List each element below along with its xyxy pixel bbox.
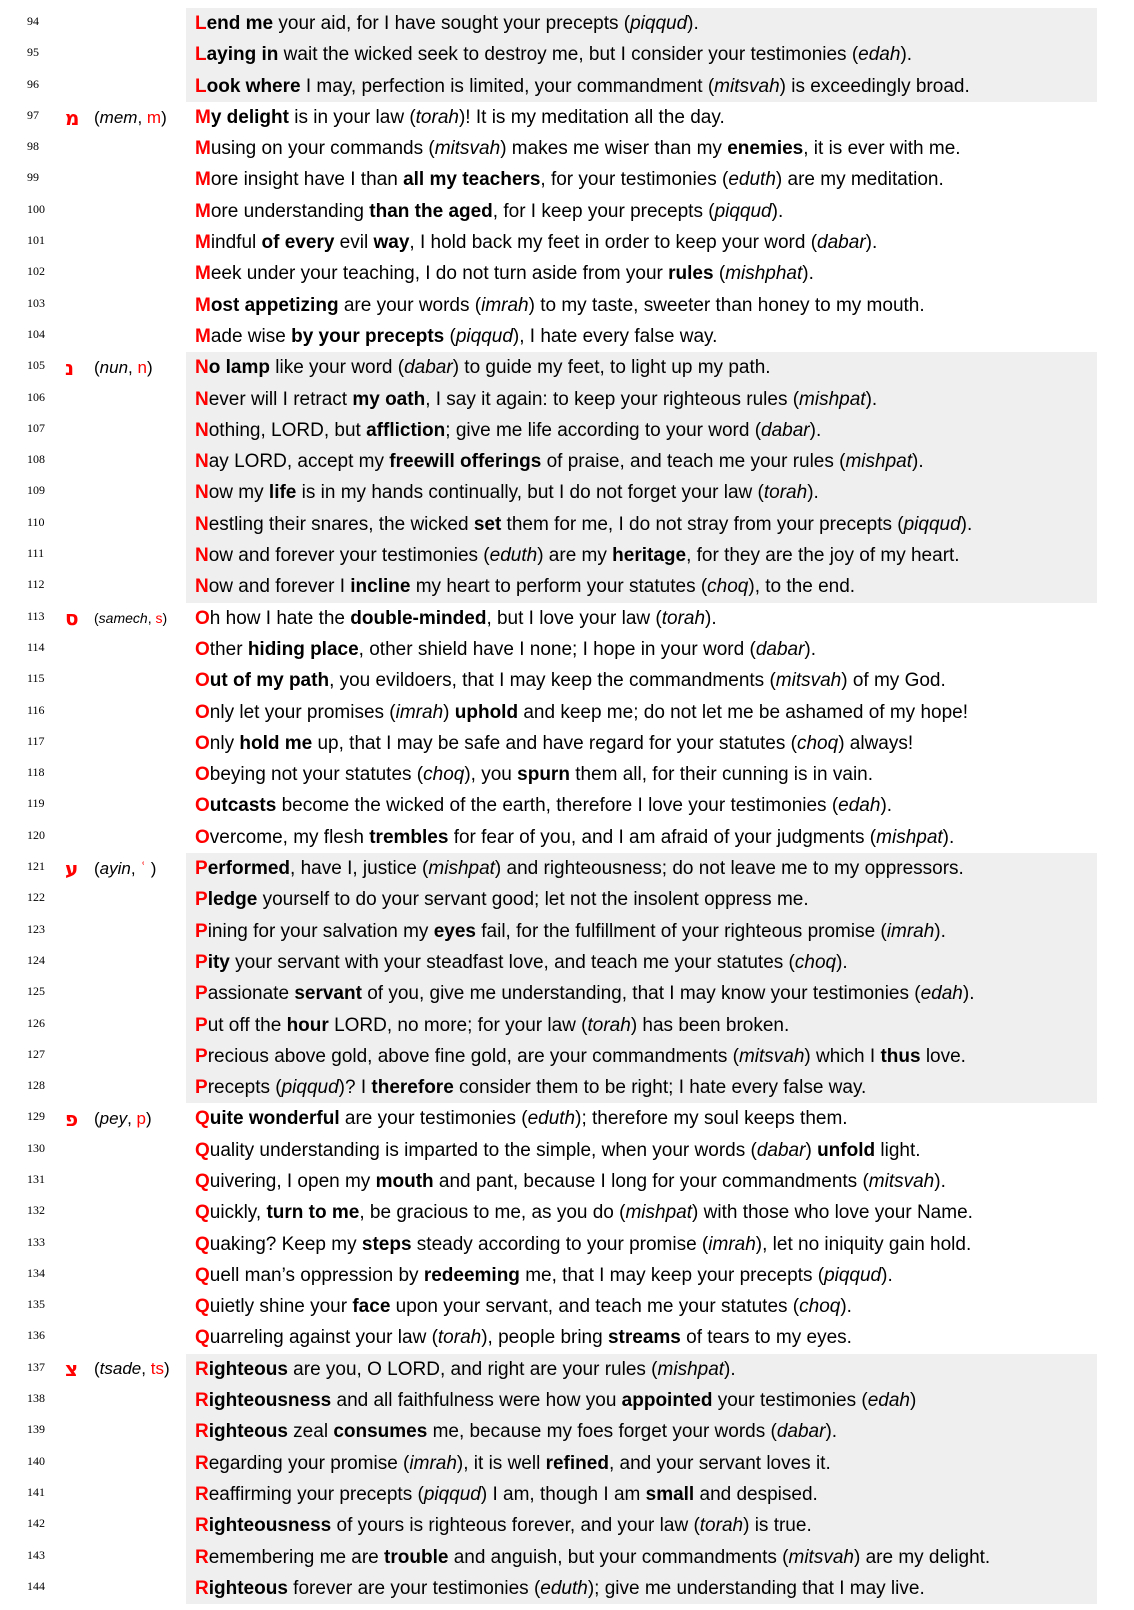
verse-initial-letter: M <box>195 200 211 222</box>
verse-text: Made wise by your precepts (piqqud), I hate every false way. <box>195 325 718 347</box>
verse-row <box>0 1291 1097 1322</box>
verse-number: 94 <box>27 14 39 28</box>
verse-initial-letter: P <box>195 858 208 880</box>
hebrew-letter: פ <box>65 1107 79 1132</box>
verse-row <box>0 1010 1097 1041</box>
hebrew-letter-cell <box>62 39 186 70</box>
verse-row <box>0 39 1097 70</box>
verse-number: 100 <box>27 201 45 216</box>
verse-text: Overcome, my flesh trembles for fear of you, and I am afraid of your judgments (mishpat). <box>195 826 955 848</box>
hebrew-letter-cell <box>62 164 186 195</box>
verse-number: 108 <box>27 452 45 467</box>
hebrew-letter-cell <box>62 665 186 696</box>
verse-text: Pity your servant with your steadfast love, and teach me your statutes (choq). <box>186 947 1097 978</box>
verse-initial-letter: Q <box>195 1327 210 1349</box>
verse-initial-letter: R <box>195 1577 209 1599</box>
verse-number: 109 <box>27 483 45 498</box>
verse-initial-letter: M <box>195 169 211 191</box>
hebrew-letter-cell <box>62 196 186 227</box>
verse-text: Regarding your promise (imrah), it is well refined, and your servant loves it. <box>186 1448 1097 1479</box>
verse-initial-letter: M <box>195 263 211 285</box>
letter-label: (mem, m) <box>94 107 167 127</box>
verse-number: 128 <box>27 1078 45 1093</box>
verse-number: 117 <box>27 733 45 748</box>
verse-text: Out of my path, you evildoers, that I may keep the commandments (mitsvah) of my God. <box>195 670 946 692</box>
verse-text: Precious above gold, above fine gold, are your commandments (mitsvah) which I thus love. <box>186 1041 1097 1072</box>
letter-label: (tsade, ts) <box>94 1359 170 1379</box>
verse-number: 122 <box>27 890 45 905</box>
verse-number: 95 <box>27 45 39 60</box>
verse-number: 116 <box>27 702 45 717</box>
verse-initial-letter: P <box>195 1077 208 1099</box>
verse-text: My delight is in your law (torah)! It is my meditation all the day. <box>195 106 725 128</box>
verse-initial-letter: Q <box>195 1139 210 1161</box>
verse-text: Remembering me are trouble and anguish, but your commandments (mitsvah) are my delight. <box>186 1542 1097 1573</box>
verse-text: Laying in wait the wicked seek to destroy me, but I consider your testimonies (edah). <box>186 39 1097 70</box>
verse-initial-letter: R <box>195 1452 209 1474</box>
verse-text: Precepts (piqqud)? I therefore consider them to be right; I hate every false way. <box>186 1072 1097 1103</box>
verse-number: 123 <box>27 921 45 936</box>
verse-number: 103 <box>27 295 45 310</box>
hebrew-letter-cell <box>62 728 186 759</box>
hebrew-letter-cell <box>62 1260 186 1291</box>
hebrew-letter-cell <box>62 759 186 790</box>
verse-initial-letter: Q <box>195 1202 210 1224</box>
verse-text: Only let your promises (imrah) uphold and keep me; do not let me be ashamed of my hope! <box>195 701 969 723</box>
verse-initial-letter: R <box>195 1421 209 1443</box>
verse-text: Righteous are you, O LORD, and right are your rules (mishpat). <box>186 1354 1097 1385</box>
hebrew-letter: ס <box>65 606 79 631</box>
verse-row <box>0 1385 1097 1416</box>
verse-row <box>0 571 1097 602</box>
verse-row <box>0 1448 1097 1479</box>
verse-number: 97 <box>27 107 39 122</box>
verse-initial-letter: M <box>195 294 211 316</box>
verse-initial-letter: R <box>195 1390 209 1412</box>
verse-row <box>0 1041 1097 1072</box>
verse-initial-letter: Q <box>195 1170 210 1192</box>
verse-row <box>0 1072 1097 1103</box>
verse-row <box>0 415 1097 446</box>
verse-number: 113 <box>27 608 45 623</box>
hebrew-letter-cell <box>62 1479 186 1510</box>
verse-initial-letter: O <box>195 670 210 692</box>
hebrew-letter-cell <box>62 1166 186 1197</box>
verse-initial-letter: P <box>195 1045 208 1067</box>
verse-row <box>0 102 1097 133</box>
hebrew-letter-cell <box>62 1416 186 1447</box>
hebrew-letter-cell <box>62 978 186 1009</box>
verse-number: 130 <box>27 1140 45 1155</box>
hebrew-letter-cell <box>62 1354 186 1385</box>
verse-initial-letter: N <box>195 545 209 567</box>
verse-number: 106 <box>27 389 45 404</box>
verse-text: No lamp like your word (dabar) to guide my feet, to light up my path. <box>186 352 1097 383</box>
verse-initial-letter: N <box>195 482 209 504</box>
letter-transliteration: m <box>146 107 162 127</box>
verse-row <box>0 728 1097 759</box>
letter-label: (pey, p) <box>94 1109 152 1129</box>
verse-number: 111 <box>27 546 45 561</box>
verse-text: Reaffirming your precepts (piqqud) I am, though I am small and despised. <box>186 1479 1097 1510</box>
verse-text: Quivering, I open my mouth and pant, because I long for your commandments (mitsvah). <box>195 1170 946 1192</box>
verse-number: 124 <box>27 952 45 967</box>
verse-text: Other hiding place, other shield have I none; I hope in your word (dabar). <box>195 638 817 660</box>
letter-label: (ayin, ʿ ) <box>94 858 157 878</box>
letter-name: ayin <box>99 858 131 878</box>
hebrew-letter-cell <box>62 477 186 508</box>
verse-text: Now and forever your testimonies (eduth) are my heritage, for they are the joy of my heart. <box>186 540 1097 571</box>
hebrew-letter-cell <box>62 1448 186 1479</box>
verse-number: 118 <box>27 765 45 780</box>
verse-row <box>0 133 1097 164</box>
hebrew-letter-cell <box>62 1573 186 1604</box>
verse-row <box>0 258 1097 289</box>
verse-text: Righteous zeal consumes me, because my foes forget your words (dabar). <box>186 1416 1097 1447</box>
verse-number: 141 <box>27 1484 45 1499</box>
verse-row <box>0 446 1097 477</box>
letter-name: mem <box>99 107 138 127</box>
hebrew-letter-cell <box>62 227 186 258</box>
verse-row <box>0 1260 1097 1291</box>
hebrew-letter-cell <box>62 384 186 415</box>
verse-row <box>0 1322 1097 1353</box>
verse-row <box>0 71 1097 102</box>
verse-text: Nothing, LORD, but affliction; give me life according to your word (dabar). <box>186 415 1097 446</box>
verse-text: Quite wonderful are your testimonies (eduth); therefore my soul keeps them. <box>195 1108 848 1130</box>
verse-number: 135 <box>27 1297 45 1312</box>
hebrew-letter-cell <box>62 1135 186 1166</box>
verse-text: Pining for your salvation my eyes fail, for the fulfillment of your righteous promise (imrah). <box>186 916 1097 947</box>
verse-initial-letter: O <box>195 638 210 660</box>
verse-text: Outcasts become the wicked of the earth, therefore I love your testimonies (edah). <box>195 795 893 817</box>
verse-text: Musing on your commands (mitsvah) makes me wiser than my enemies, it is ever with me. <box>195 138 961 160</box>
hebrew-letter-cell <box>62 634 186 665</box>
verse-initial-letter: P <box>195 889 208 911</box>
hebrew-letter: צ <box>65 1357 79 1382</box>
letter-transliteration: ts <box>150 1359 164 1379</box>
verse-number: 114 <box>27 639 45 654</box>
verse-text: Only hold me up, that I may be safe and have regard for your statutes (choq) always! <box>195 732 914 754</box>
verse-number: 132 <box>27 1203 45 1218</box>
verse-text: Pledge yourself to do your servant good; let not the insolent oppress me. <box>186 884 1097 915</box>
verse-initial-letter: P <box>195 1014 208 1036</box>
hebrew-letter-cell <box>62 1103 186 1134</box>
verse-initial-letter: Q <box>195 1108 210 1130</box>
verse-number: 115 <box>27 671 45 686</box>
hebrew-letter-cell <box>62 603 186 634</box>
verse-row <box>0 290 1097 321</box>
verse-row <box>0 1229 1097 1260</box>
letter-name: samech <box>98 610 148 627</box>
verse-row <box>0 853 1097 884</box>
verse-initial-letter: P <box>195 951 208 973</box>
verse-row <box>0 1416 1097 1447</box>
verse-number: 101 <box>27 233 45 248</box>
verse-number: 98 <box>27 139 39 154</box>
letter-transliteration: p <box>136 1109 147 1129</box>
hebrew-letter-cell <box>62 102 186 133</box>
verse-initial-letter: N <box>195 576 209 598</box>
letter-transliteration: s <box>155 610 163 627</box>
verse-text: More insight have I than all my teachers, for your testimonies (eduth) are my meditation. <box>195 169 944 191</box>
verse-text: More understanding than the aged, for I keep your precepts (piqqud). <box>195 200 784 222</box>
verse-row <box>0 477 1097 508</box>
hebrew-letter-cell <box>62 1197 186 1228</box>
hebrew-letter-cell <box>62 853 186 884</box>
verse-number: 104 <box>27 326 45 341</box>
verse-initial-letter: L <box>195 13 207 34</box>
verse-text: Now my life is in my hands continually, but I do not forget your law (torah). <box>186 477 1097 508</box>
verse-row <box>0 8 1097 39</box>
verse-number: 119 <box>27 796 45 811</box>
hebrew-letter-cell <box>62 290 186 321</box>
verse-initial-letter: Q <box>195 1264 210 1286</box>
verse-text: Put off the hour LORD, no more; for your law (torah) has been broken. <box>186 1010 1097 1041</box>
hebrew-letter-cell <box>62 916 186 947</box>
verse-row <box>0 634 1097 665</box>
verse-text: Quaking? Keep my steps steady according to your promise (imrah), let no iniquity gain hold. <box>195 1233 972 1255</box>
verse-row <box>0 1573 1097 1604</box>
verse-text: Mindful of every evil way, I hold back my feet in order to keep your word (dabar). <box>195 232 878 254</box>
verse-text: Now and forever I incline my heart to perform your statutes (choq), to the end. <box>186 571 1097 602</box>
verse-number: 138 <box>27 1391 45 1406</box>
verse-initial-letter: L <box>195 75 207 97</box>
verse-text: Obeying not your statutes (choq), you spurn them all, for their cunning is in vain. <box>195 764 874 786</box>
verse-number: 112 <box>27 577 45 592</box>
verse-initial-letter: N <box>195 451 209 473</box>
verse-initial-letter: O <box>195 764 210 786</box>
verse-row <box>0 947 1097 978</box>
verse-row <box>0 1135 1097 1166</box>
verse-text: Quality understanding is imparted to the simple, when your words (dabar) unfold light. <box>195 1139 921 1161</box>
verse-row <box>0 509 1097 540</box>
hebrew-letter-cell <box>62 352 186 383</box>
verse-row <box>0 697 1097 728</box>
verse-text: Most appetizing are your words (imrah) to my taste, sweeter than honey to my mouth. <box>195 294 925 316</box>
verse-number: 140 <box>27 1453 45 1468</box>
verse-text: Righteousness of yours is righteous forever, and your law (torah) is true. <box>186 1510 1097 1541</box>
verse-initial-letter: M <box>195 232 211 254</box>
verse-row <box>0 759 1097 790</box>
verse-row <box>0 665 1097 696</box>
letter-name: pey <box>99 1109 128 1129</box>
verse-row <box>0 1103 1097 1134</box>
verse-text: Lend me your aid, for I have sought your precepts (piqqud). <box>186 8 1097 39</box>
hebrew-letter-cell <box>62 1229 186 1260</box>
hebrew-letter-cell <box>62 509 186 540</box>
verse-initial-letter: N <box>195 513 209 535</box>
verse-row <box>0 1166 1097 1197</box>
verse-number: 134 <box>27 1265 45 1280</box>
verse-row <box>0 164 1097 195</box>
verse-initial-letter: M <box>195 325 211 347</box>
verse-row <box>0 1354 1097 1385</box>
verse-row <box>0 321 1097 352</box>
hebrew-letter-cell <box>62 415 186 446</box>
verse-initial-letter: N <box>195 388 209 410</box>
verse-row <box>0 384 1097 415</box>
verse-number: 110 <box>27 514 45 529</box>
verse-number: 133 <box>27 1234 45 1249</box>
verse-row <box>0 1197 1097 1228</box>
verse-number: 144 <box>27 1578 45 1593</box>
verse-text: Quarreling against your law (torah), people bring streams of tears to my eyes. <box>195 1327 852 1349</box>
verse-text: Righteousness and all faithfulness were how you appointed your testimonies (edah) <box>186 1385 1097 1416</box>
verse-row <box>0 603 1097 634</box>
verse-text: Nay LORD, accept my freewill offerings of praise, and teach me your rules (mishpat). <box>186 446 1097 477</box>
verse-row <box>0 1542 1097 1573</box>
verse-number: 139 <box>27 1422 45 1437</box>
hebrew-letter-cell <box>62 947 186 978</box>
verse-text: Passionate servant of you, give me understanding, that I may know your testimonies (edah). <box>186 978 1097 1009</box>
verse-number: 127 <box>27 1046 45 1061</box>
verse-initial-letter: O <box>195 795 210 817</box>
verse-text: Quickly, turn to me, be gracious to me, as you do (mishpat) with those who love your Name. <box>195 1202 973 1224</box>
letter-name: nun <box>99 357 129 377</box>
verse-text: Nestling their snares, the wicked set them for me, I do not stray from your precepts (piqqud). <box>186 509 1097 540</box>
hebrew-letter-cell <box>62 258 186 289</box>
verse-number: 136 <box>27 1328 45 1343</box>
verse-row <box>0 1479 1097 1510</box>
verse-number: 125 <box>27 984 45 999</box>
hebrew-letter-cell <box>62 571 186 602</box>
hebrew-letter-cell <box>62 822 186 853</box>
letter-label: (samech, s) <box>94 610 168 627</box>
verse-number: 107 <box>27 420 45 435</box>
verse-number: 142 <box>27 1516 45 1531</box>
hebrew-letter: ע <box>65 856 79 881</box>
hebrew-letter-cell <box>62 540 186 571</box>
verse-number: 102 <box>27 264 45 279</box>
hebrew-letter-cell <box>62 884 186 915</box>
hebrew-letter-cell <box>62 133 186 164</box>
verse-text: Look where I may, perfection is limited, your commandment (mitsvah) is exceedingly broad. <box>186 71 1097 102</box>
verse-number: 105 <box>27 358 45 373</box>
verse-number: 96 <box>27 76 39 91</box>
verse-initial-letter: O <box>195 607 210 629</box>
verse-initial-letter: O <box>195 701 210 723</box>
letter-transliteration: n <box>137 357 147 377</box>
verse-number: 143 <box>27 1547 45 1562</box>
verse-text: Performed, have I, justice (mishpat) and righteousness; do not leave me to my oppressors. <box>186 853 1097 884</box>
hebrew-letter-cell <box>62 790 186 821</box>
verse-row <box>0 227 1097 258</box>
hebrew-letter-cell <box>62 321 186 352</box>
verse-initial-letter: R <box>195 1483 209 1505</box>
hebrew-letter-cell <box>62 1385 186 1416</box>
verse-number: 126 <box>27 1015 45 1030</box>
hebrew-letter-cell <box>62 446 186 477</box>
hebrew-letter-cell <box>62 697 186 728</box>
hebrew-letter: נ <box>65 355 75 380</box>
verse-initial-letter: O <box>195 826 210 848</box>
verse-list <box>0 8 1097 1604</box>
verse-number: 121 <box>27 859 45 874</box>
verse-initial-letter: P <box>195 920 208 942</box>
verse-text: Quietly shine your face upon your servant, and teach me your statutes (choq). <box>195 1296 852 1318</box>
hebrew-letter-cell <box>62 1542 186 1573</box>
verse-initial-letter: R <box>195 1515 209 1537</box>
verse-row <box>0 790 1097 821</box>
hebrew-letter-cell <box>62 1072 186 1103</box>
verse-initial-letter: R <box>195 1546 209 1568</box>
verse-row <box>0 978 1097 1009</box>
letter-label: (nun, n) <box>94 357 153 377</box>
hebrew-letter-cell <box>62 8 186 39</box>
letter-transliteration: ʿ <box>140 858 151 878</box>
verse-text: Meek under your teaching, I do not turn aside from your rules (mishphat). <box>195 263 814 285</box>
verse-text: Oh how I hate the double-minded, but I love your law (torah). <box>195 607 717 629</box>
verse-number: 99 <box>27 170 39 185</box>
verse-number: 129 <box>27 1109 45 1124</box>
verse-initial-letter: Q <box>195 1233 210 1255</box>
verse-text: Never will I retract my oath, I say it again: to keep your righteous rules (mishpat). <box>186 384 1097 415</box>
hebrew-letter-cell <box>62 1041 186 1072</box>
verse-initial-letter: N <box>195 357 209 379</box>
hebrew-letter-cell <box>62 1510 186 1541</box>
hebrew-letter-cell <box>62 71 186 102</box>
verse-initial-letter: Q <box>195 1296 210 1318</box>
verse-row <box>0 1510 1097 1541</box>
verse-number: 120 <box>27 827 45 842</box>
hebrew-letter-cell <box>62 1322 186 1353</box>
verse-initial-letter: L <box>195 44 207 66</box>
verse-row <box>0 196 1097 227</box>
verse-initial-letter: N <box>195 419 209 441</box>
hebrew-letter-cell <box>62 1291 186 1322</box>
verse-initial-letter: O <box>195 732 210 754</box>
verse-number: 137 <box>27 1359 45 1374</box>
verse-initial-letter: M <box>195 106 211 128</box>
verse-row <box>0 540 1097 571</box>
verse-row <box>0 916 1097 947</box>
verse-text: Quell man’s oppression by redeeming me, that I may keep your precepts (piqqud). <box>195 1264 893 1286</box>
verse-row <box>0 884 1097 915</box>
hebrew-letter: מ <box>65 105 80 130</box>
verse-initial-letter: M <box>195 138 211 160</box>
hebrew-letter-cell <box>62 1010 186 1041</box>
verse-initial-letter: P <box>195 983 208 1005</box>
verse-number: 131 <box>27 1171 45 1186</box>
verse-initial-letter: R <box>195 1358 209 1380</box>
verse-text: Righteous forever are your testimonies (eduth); give me understanding that I may live. <box>186 1573 1097 1604</box>
verse-row <box>0 352 1097 383</box>
verse-row <box>0 822 1097 853</box>
letter-name: tsade <box>99 1359 142 1379</box>
